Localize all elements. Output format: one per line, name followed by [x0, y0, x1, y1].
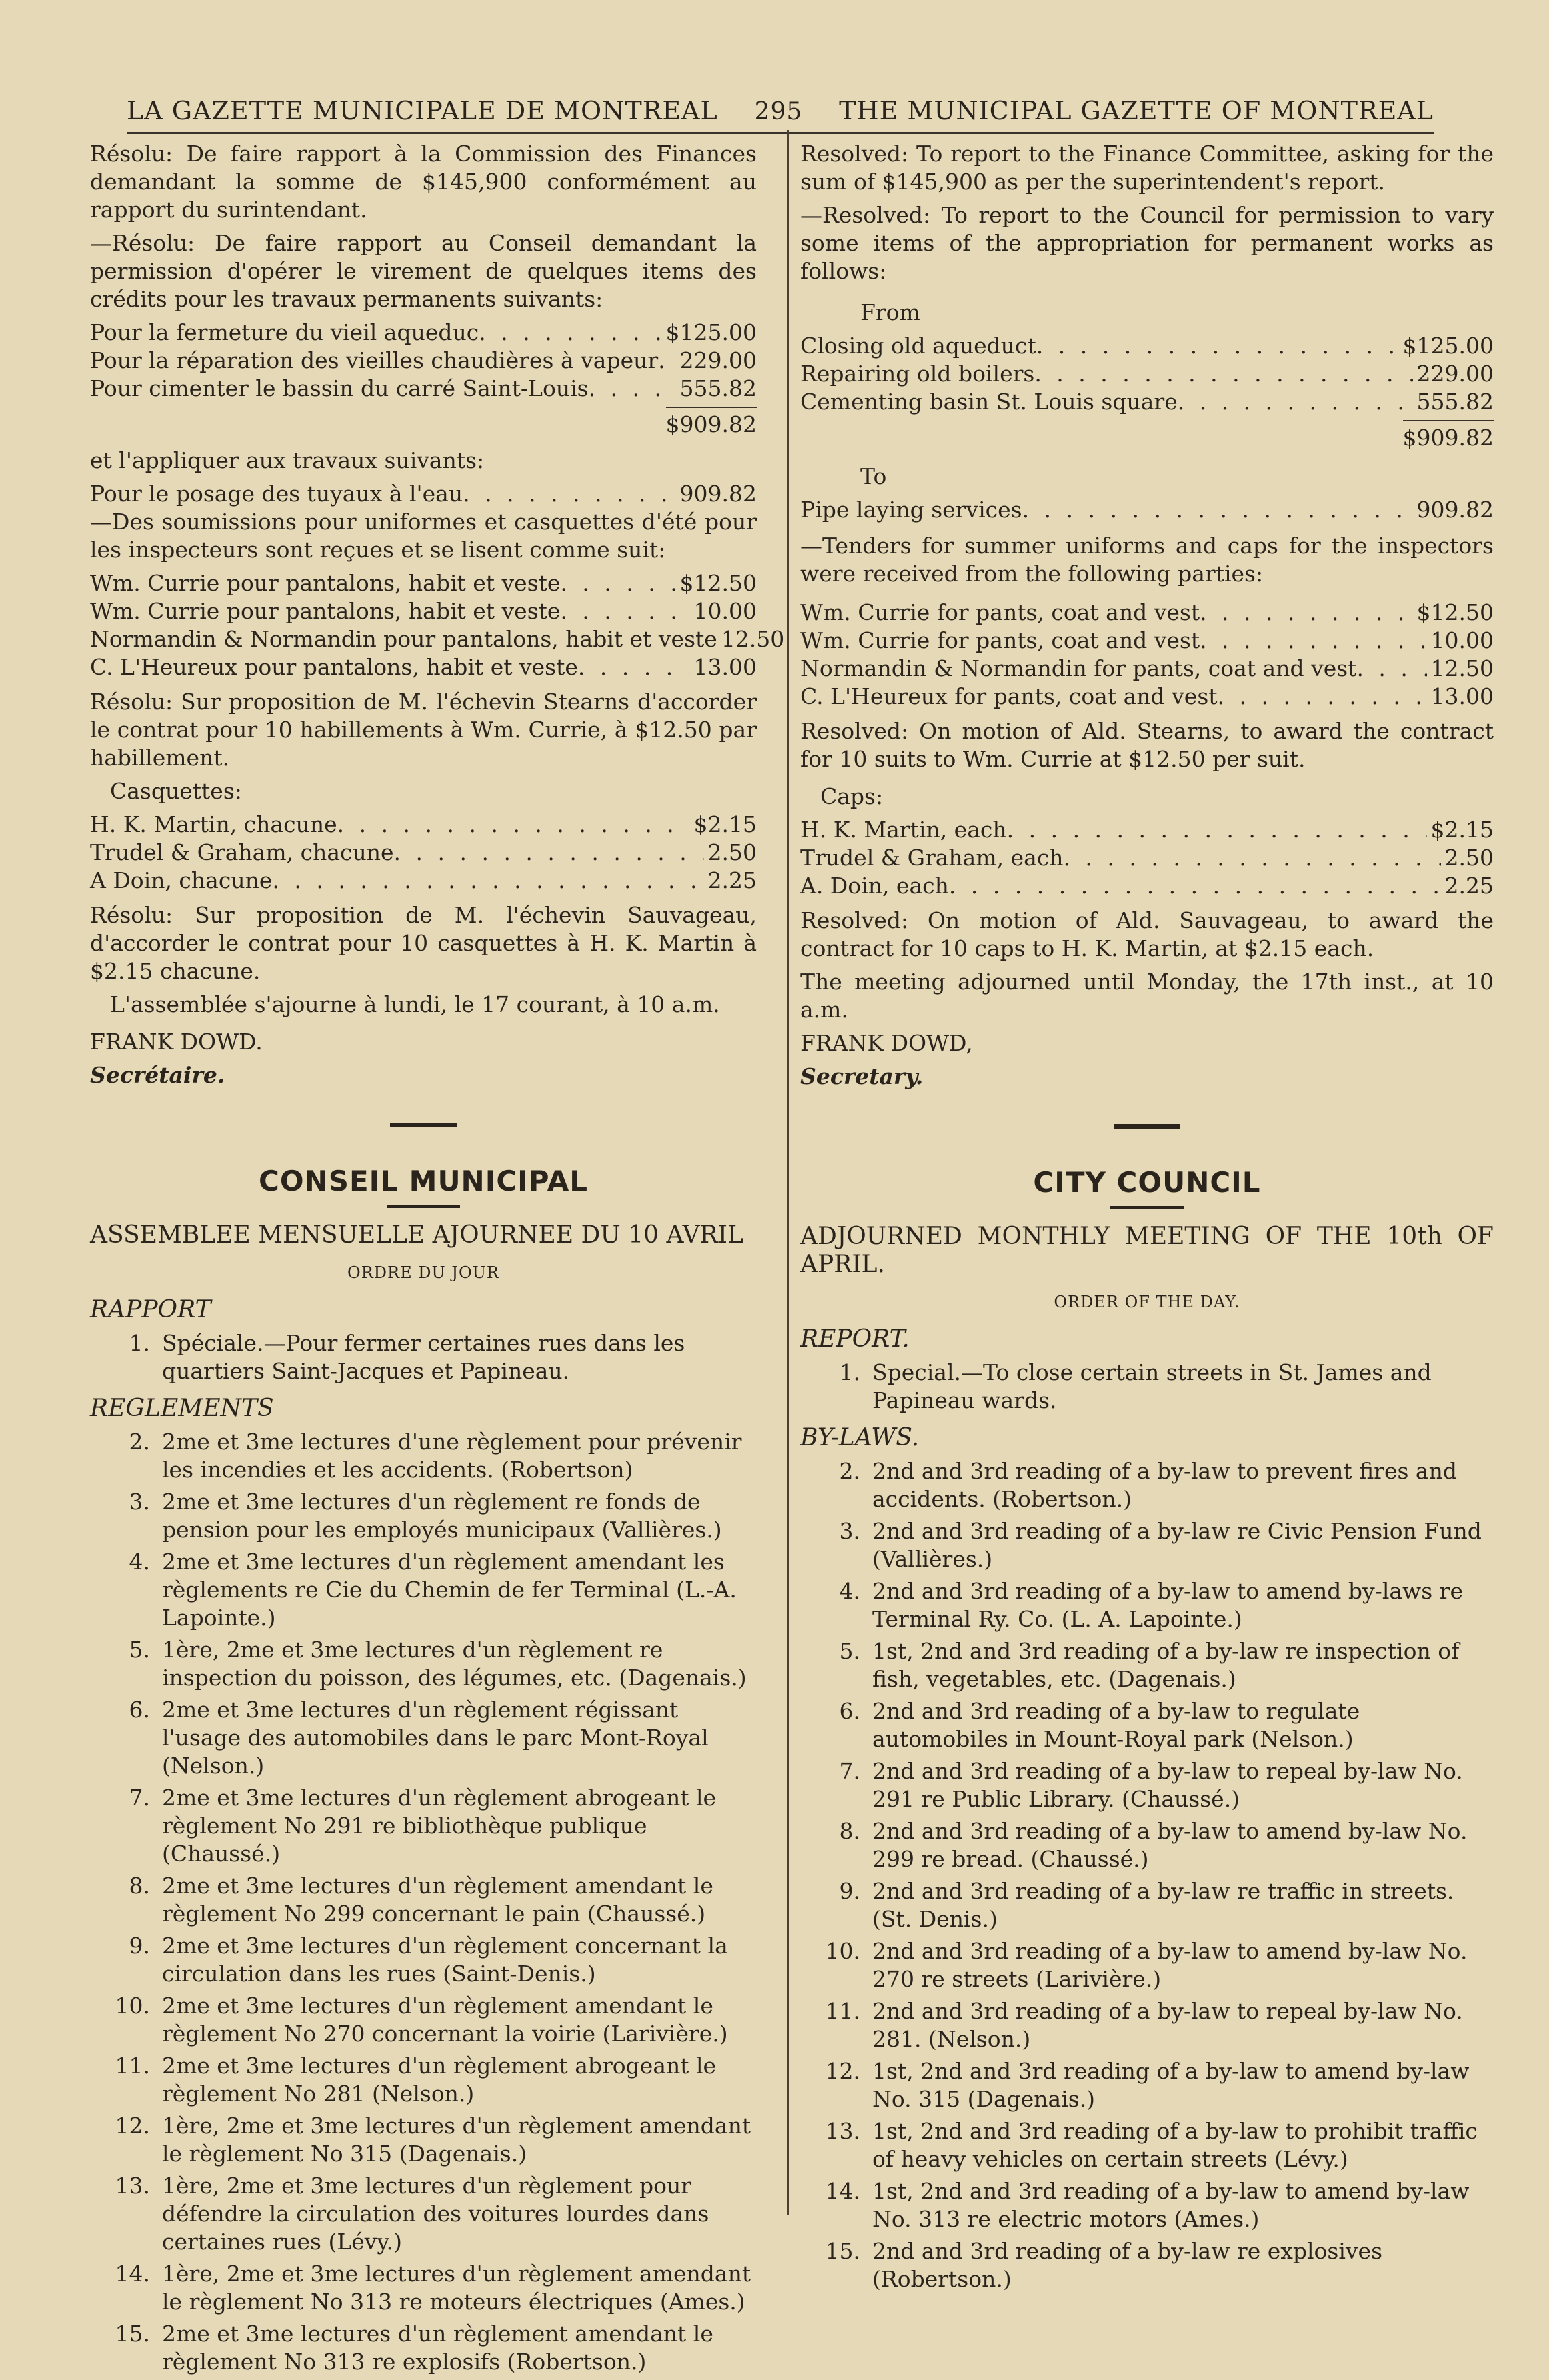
en-tenders-intro: —Tenders for summer uniforms and caps for the inspectors were received from the following parties: — [800, 533, 1494, 587]
en-transfer-list — [800, 332, 1494, 416]
en-resolution-3: Resolved: On motion of Ald. Stearns, to award the contract for 10 suits to Wm. Currie at $12.50 per suit. — [800, 718, 1494, 772]
list-item: Pour cimenter le bassin du carré Saint-Louis . . . 555.82 — [90, 375, 757, 403]
fr-apply-text: et l'appliquer aux travaux suivants: — [90, 447, 485, 473]
list-item: H. K. Martin, chacune . . . $2.15 — [90, 811, 757, 839]
list-item: 8. 2nd and 3rd reading of a by-law to amend by-law No. 299 re bread. (Chaussé.) — [839, 1818, 1468, 1872]
fr-resolution-3: Résolu: Sur proposition de M. l'échevin Stearns d'accorder le contrat pour 10 habillements à Wm. Currie, à $12.50 par habillement. — [90, 689, 757, 771]
list-item: 5. 1st, 2nd and 3rd reading of a by-law re inspection of fish, vegetables, etc. (Dagenais.) — [839, 1638, 1460, 1692]
fr-tender-list — [90, 569, 785, 681]
list-item: Pour la fermeture du vieil aqueduc . . . $125.00 — [90, 319, 757, 347]
fr-resolution-4: Résolu: Sur proposition de M. l'échevin Sauvageau, d'accorder le contrat pour 10 casquettes à H. K. Martin à $2.15 chacune. — [90, 902, 757, 984]
column-divider — [787, 130, 789, 2215]
french-column — [90, 140, 785, 2380]
list-item: C. L'Heureux for pants, coat and vest . . . 13.00 — [800, 683, 1494, 711]
fr-resolution-1: Résolu: De faire rapport à la Commission des Finances demandant la somme de $145,900 conformément au rapport du surintendant. — [90, 141, 757, 223]
title-rule — [387, 1205, 460, 1208]
fr-tenders-intro: —Des soumissions pour uniformes et casquettes d'été pour les inspecteurs sont reçues et se lisent comme suit: — [90, 509, 757, 563]
fr-signature-name: FRANK DOWD. — [90, 1029, 263, 1055]
list-item: 10. 2nd and 3rd reading of a by-law to amend by-law No. 270 re streets (Larivière.) — [825, 1938, 1468, 1992]
list-item: 14. 1st, 2nd and 3rd reading of a by-law to amend by-law No. 313 re electric motors (Ames.) — [825, 2178, 1470, 2232]
list-item: Repairing old boilers . . . 229.00 — [800, 360, 1494, 388]
en-pipe-line: Pipe laying services . . . 909.82 — [800, 496, 1494, 524]
fr-caps-title: Casquettes: — [110, 778, 242, 804]
english-column — [800, 140, 1494, 2297]
list-item: 1. Spéciale.—Pour fermer certaines rues dans les quartiers Saint-Jacques et Papineau. — [129, 1330, 685, 1384]
en-from-label: From — [860, 299, 920, 325]
list-item: A. Doin, each . . . 2.25 — [800, 872, 1494, 900]
list-item: H. K. Martin, each . . . $2.15 — [800, 816, 1494, 844]
list-item: Cementing basin St. Louis square . . . 555.82 — [800, 388, 1494, 416]
section-rule — [1114, 1124, 1180, 1129]
fr-council-title: CONSEIL MUNICIPAL — [259, 1165, 588, 1197]
section-rule — [390, 1123, 457, 1127]
fr-caps-list — [90, 811, 757, 895]
header-right-title: THE MUNICIPAL GAZETTE OF MONTREAL — [839, 96, 1434, 125]
list-item: 15. 2me et 3me lectures d'un règlement amendant le règlement No 313 re explosifs (Robertson.) — [115, 2321, 713, 2375]
fr-signature-title: Secrétaire. — [90, 1062, 225, 1088]
list-item: A Doin, chacune . . . 2.25 — [90, 867, 757, 895]
list-item: Normandin & Normandin for pants, coat and vest . . . 12.50 — [800, 655, 1494, 683]
list-item: 4. 2me et 3me lectures d'un règlement amendant les règlements re Cie du Chemin de fer Terminal (L.-A. Lapointe.) — [129, 1549, 737, 1631]
list-item: 12. 1st, 2nd and 3rd reading of a by-law to amend by-law No. 315 (Dagenais.) — [825, 2058, 1470, 2112]
fr-total: $909.82 — [666, 407, 757, 439]
list-item: Normandin & Normandin pour pantalons, habit et veste 12.50 — [90, 626, 785, 652]
list-item: Trudel & Graham, each . . . 2.50 — [800, 844, 1494, 872]
en-resolution-1: Resolved: To report to the Finance Committee, asking for the sum of $145,900 as per the superintendent's report. — [800, 141, 1494, 195]
fr-order-label: ORDRE DU JOUR — [347, 1263, 499, 1282]
list-item: 13. 1ère, 2me et 3me lectures d'un règlement pour défendre la circulation des voitures lourdes dans certaines rues (Lévy.) — [115, 2173, 709, 2255]
list-item: 7. 2nd and 3rd reading of a by-law to repeal by-law No. 291 re Public Library. (Chaussé.) — [839, 1758, 1463, 1812]
list-item: 6. 2me et 3me lectures d'un règlement régissant l'usage des automobiles dans le parc Mont-Royal (Nelson.) — [129, 1697, 709, 1779]
list-item: 12. 1ère, 2me et 3me lectures d'un règlement amendant le règlement No 315 (Dagenais.) — [115, 2113, 751, 2167]
en-adjourn: The meeting adjourned until Monday, the 17th inst., at 10 a.m. — [800, 969, 1494, 1023]
fr-report-heading: RAPPORT — [90, 1296, 211, 1323]
fr-resolution-2: —Résolu: De faire rapport au Conseil demandant la permission d'opérer le virement de quelques items des crédits pour les travaux permanents suivants: — [90, 230, 757, 312]
fr-pipe-line: Pour le posage des tuyaux à l'eau . . . 909.82 — [90, 480, 757, 508]
fr-meeting-title: ASSEMBLEE MENSUELLE AJOURNEE DU 10 AVRIL — [90, 1221, 743, 1249]
en-bylaw-list — [800, 1457, 1494, 2293]
header-left-title: LA GAZETTE MUNICIPALE DE MONTREAL — [127, 96, 718, 125]
fr-bylaw-list — [90, 1428, 757, 2376]
list-item: Closing old aqueduct . . . $125.00 — [800, 332, 1494, 360]
page-number: 295 — [754, 98, 803, 125]
en-caps-list — [800, 816, 1494, 900]
en-signature-name: FRANK DOWD, — [800, 1030, 973, 1056]
title-rule — [1110, 1206, 1184, 1209]
en-signature-title: Secretary. — [800, 1063, 924, 1089]
list-item: 4. 2nd and 3rd reading of a by-law to amend by-laws re Terminal Ry. Co. (L. A. Lapointe.) — [839, 1578, 1464, 1632]
en-meeting-title: ADJOURNED MONTHLY MEETING OF THE 10th OF APRIL. — [800, 1223, 1494, 1278]
list-item: 9. 2me et 3me lectures d'un règlement concernant la circulation dans les rues (Saint-Denis.) — [129, 1933, 728, 1987]
list-item: C. L'Heureux pour pantalons, habit et veste . . . 13.00 — [90, 653, 757, 681]
list-item: 6. 2nd and 3rd reading of a by-law to regulate automobiles in Mount-Royal park (Nelson.) — [839, 1698, 1360, 1752]
list-item: Wm. Currie for pants, coat and vest . . . $12.50 — [800, 599, 1494, 627]
list-item: 3. 2me et 3me lectures d'un règlement re fonds de pension pour les employés municipaux (Vallières.) — [129, 1489, 722, 1543]
en-council-title: CITY COUNCIL — [1033, 1166, 1261, 1199]
list-item: Trudel & Graham, chacune . . . 2.50 — [90, 839, 757, 867]
list-item: 10. 2me et 3me lectures d'un règlement amendant le règlement No 270 concernant la voirie (Larivière.) — [115, 1993, 728, 2047]
list-item: 11. 2me et 3me lectures d'un règlement abrogeant le règlement No 281 (Nelson.) — [115, 2053, 717, 2107]
list-item: 15. 2nd and 3rd reading of a by-law re explosives (Robertson.) — [825, 2238, 1383, 2292]
en-order-label: ORDER OF THE DAY. — [1054, 1293, 1240, 1311]
en-resolution-2: —Resolved: To report to the Council for permission to vary some items of the appropriation for permanent works as follows: — [800, 202, 1494, 284]
list-item: 3. 2nd and 3rd reading of a by-law re Civic Pension Fund (Vallières.) — [839, 1518, 1482, 1572]
page-header — [127, 79, 1434, 134]
list-item: Wm. Currie pour pantalons, habit et veste . . . $12.50 — [90, 569, 757, 597]
list-item: 2. 2me et 3me lectures d'une règlement pour prévenir les incendies et les accidents. (Robertson) — [129, 1429, 742, 1483]
fr-bylaws-heading: REGLEMENTS — [90, 1395, 274, 1422]
list-item: Wm. Currie for pants, coat and vest . . . 10.00 — [800, 627, 1494, 655]
list-item: 11. 2nd and 3rd reading of a by-law to repeal by-law No. 281. (Nelson.) — [825, 1998, 1463, 2052]
fr-transfer-list — [90, 319, 757, 403]
fr-adjourn: L'assemblée s'ajourne à lundi, le 17 courant, à 10 a.m. — [110, 991, 720, 1017]
list-item: 14. 1ère, 2me et 3me lectures d'un règlement amendant le règlement No 313 re moteurs électriques (Ames.) — [115, 2261, 751, 2315]
en-tender-list — [800, 599, 1494, 711]
en-total: $909.82 — [1403, 420, 1494, 452]
list-item: 8. 2me et 3me lectures d'un règlement amendant le règlement No 299 concernant le pain (Chaussé.) — [129, 1873, 713, 1927]
en-bylaws-heading: BY-LAWS. — [800, 1424, 920, 1451]
list-item: 1. Special.—To close certain streets in St. James and Papineau wards. — [839, 1359, 1432, 1413]
en-resolution-4: Resolved: On motion of Ald. Sauvageau, to award the contract for 10 caps to H. K. Martin, at $2.15 each. — [800, 907, 1494, 961]
en-to-label: To — [860, 463, 887, 489]
en-caps-title: Caps: — [820, 783, 884, 809]
list-item: 2. 2nd and 3rd reading of a by-law to prevent fires and accidents. (Robertson.) — [839, 1458, 1457, 1512]
en-report-heading: REPORT. — [800, 1325, 910, 1353]
list-item: 5. 1ère, 2me et 3me lectures d'un règlement re inspection du poisson, des légumes, etc. (Dagenais.) — [129, 1637, 747, 1691]
list-item: Wm. Currie pour pantalons, habit et veste . . . 10.00 — [90, 597, 757, 625]
list-item: 7. 2me et 3me lectures d'un règlement abrogeant le règlement No 291 re bibliothèque publique (Chaussé.) — [129, 1785, 717, 1867]
list-item: 9. 2nd and 3rd reading of a by-law re traffic in streets. (St. Denis.) — [839, 1878, 1454, 1932]
list-item: Pour la réparation des vieilles chaudières à vapeur . . . 229.00 — [90, 347, 757, 375]
list-item: 13. 1st, 2nd and 3rd reading of a by-law to prohibit traffic of heavy vehicles on certain streets (Lévy.) — [825, 2118, 1478, 2172]
